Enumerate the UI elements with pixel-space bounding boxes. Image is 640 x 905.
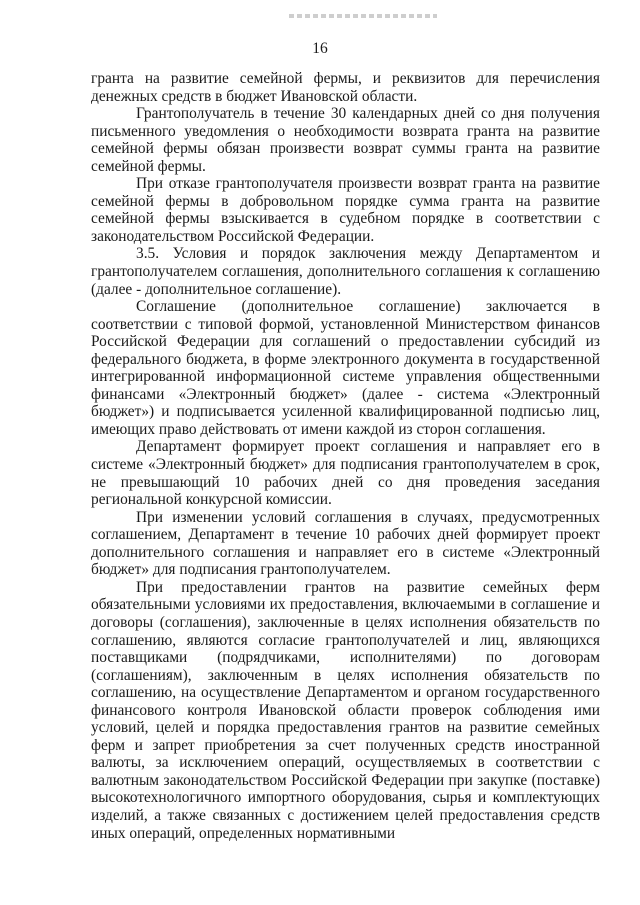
document-body (91, 70, 600, 842)
paragraph: Соглашение (дополнительное соглашение) заключается в соответствии с типовой формой, установленной Министерством финансов Российской Федерации для соглашений о предоставлении субсидий из федерального бюджета, в форме электронного документа в государственной интегрированной информационной системе управления общественными финансами «Электронный бюджет» (далее - система «Электронный бюджет») и подписывается усиленной квалифицированной подписью лиц, имеющих право действовать от имени каждой из сторон соглашения. (91, 298, 600, 438)
page-number: 16 (312, 40, 328, 57)
paragraph-continuation: гранта на развитие семейной фермы, и реквизитов для перечисления денежных средств в бюджет Ивановской области. (91, 70, 600, 105)
paragraph: При предоставлении грантов на развитие семейных ферм обязательными условиями их предоставления, включаемыми в соглашение и договоры (соглашения), заключенные в целях исполнения обязательств по соглашению, являются согласие грантополучателей и лиц, являющихся поставщиками (подрядчиками, исполнителями) по договорам (соглашениям), заключенным в целях исполнения обязательств по соглашению, на осуществление Департаментом и органом государственного финансового контроля Ивановской области проверок соблюдения ими условий, целей и порядка предоставления грантов на развитие семейных ферм и запрет приобретения за счет полученных средств иностранной валюты, за исключением операций, осуществляемых в соответствии с валютным законодательством Российской Федерации при закупке (поставке) высокотехнологичного импортного оборудования, сырья и комплектующих изделий, а также связанных с достижением целей предоставления средств иных операций, определенных нормативными (91, 578, 600, 842)
paragraph: Грантополучатель в течение 30 календарных дней со дня получения письменного уведомления о необходимости возврата гранта на развитие семейной фермы обязан произвести возврат суммы гранта на развитие семейной фермы. (91, 105, 600, 175)
scan-artifact (289, 14, 437, 18)
section-heading-3-5: 3.5. Условия и порядок заключения между Департаментом и грантополучателем соглашения, дополнительного соглашения к соглашению (далее - дополнительное соглашение). (91, 245, 600, 298)
paragraph: При изменении условий соглашения в случаях, предусмотренных соглашением, Департамент в течение 10 рабочих дней формирует проект дополнительного соглашения и направляет его в системе «Электронный бюджет» для подписания грантополучателем. (91, 508, 600, 579)
paragraph: Департамент формирует проект соглашения и направляет его в системе «Электронный бюджет» для подписания грантополучателем в срок, не превышающий 10 рабочих дней со дня проведения заседания региональной конкурсной комиссии. (91, 438, 600, 509)
paragraph: При отказе грантополучателя произвести возврат гранта на развитие семейной фермы в добровольном порядке сумма гранта на развитие семейной фермы взыскивается в судебном порядке в соответствии с законодательством Российской Федерации. (91, 175, 600, 245)
